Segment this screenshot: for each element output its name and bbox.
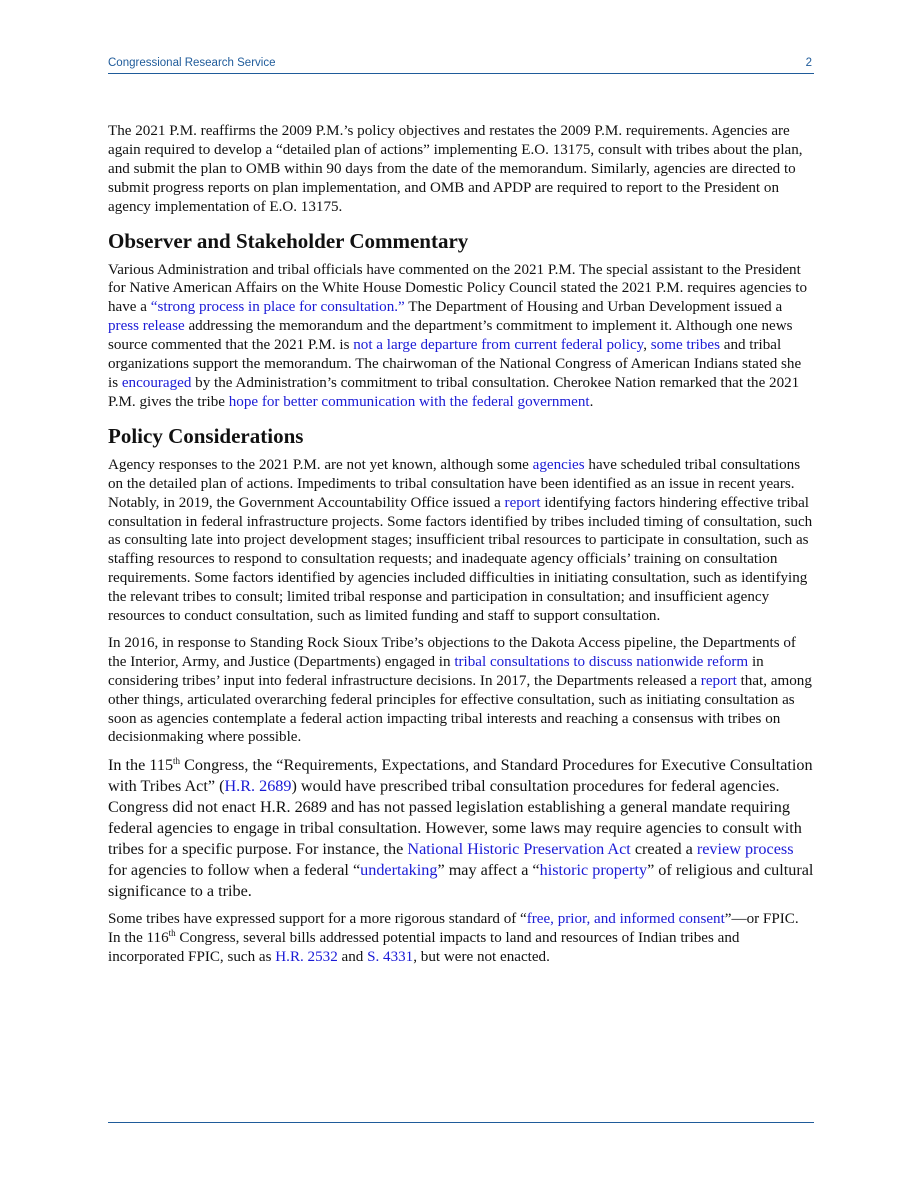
paragraph-commentary: Various Administration and tribal officials have commented on the 2021 P.M. The special assistant to the President for Native American Affairs on the White House Domestic Policy Council stated the 2021 P.M. requires agencies to have a “strong process in place for consultation.” The Department of Housing and Urban Development issued a press release addressing the memorandum and the department’s commitment to implement it. Although one news source commented that the 2021 P.M. is not a large departure from current federal policy, some tribes and tribal organizations support the memorandum. The chairwoman of the National Congress of American Indians stated she is encouraged by the Administration’s commitment to tribal consultation. Cherokee Nation remarked that the 2021 P.M. gives the tribe hope for better communication with the federal government.: [108, 261, 808, 410]
document-body: [108, 122, 814, 975]
link-review-process[interactable]: review process: [696, 840, 794, 859]
paragraph-2016-consultations: In 2016, in response to Standing Rock Sioux Tribe’s objections to the Dakota Access pipeline, the Departments of the Interior, Army, and Justice (Departments) engaged in tribal consultations to discuss nationwide reform in considering tribes’ input into federal infrastructure decisions. In 2017, the Departments released a report that, among other things, articulated overarching federal principles for effective consultation, such as initiating consultation as soon as agencies contemplate a federal action impacting tribal interests and reaching a consensus with tribes on decisionmaking where possible.: [108, 634, 812, 746]
paragraph-115th-congress: In the 115th Congress, the “Requirements, Expectations, and Standard Procedures for Executive Consultation with Tribes Act” (H.R. 2689) would have prescribed tribal consultation procedures for federal agencies. Congress did not enact H.R. 2689 and has not passed legislation establishing a general mandate requiring federal agencies to engage in tribal consultation. However, some laws may require agencies to consult with tribes for a specific purpose. For instance, the National Historic Preservation Act created a review process for agencies to follow when a federal “undertaking” may affect a “historic property” of religious and cultural significance to a tribe.: [108, 756, 814, 901]
heading-policy-considerations: Policy Considerations: [108, 423, 304, 448]
link-some-tribes[interactable]: some tribes: [650, 337, 720, 354]
link-departments-report[interactable]: report: [700, 672, 737, 689]
link-strong-process[interactable]: “strong process in place for consultation.”: [150, 299, 405, 316]
link-hr-2689[interactable]: H.R. 2689: [224, 777, 292, 796]
paragraph-agency-responses: Agency responses to the 2021 P.M. are not yet known, although some agencies have scheduled tribal consultations on the detailed plan of actions. Impediments to tribal consultation have been identified as an issue in recent years. Notably, in 2019, the Government Accountability Office issued a report identifying factors hindering effective tribal consultation in federal infrastructure projects. Some factors identified by tribes included timing of consultation, such as consulting late into project development stages; insufficient tribal resources to participate in consultation, such as staffing resources to respond to consultation requests; and inadequate agency officials’ training on consultation requirements. Some factors identified by agencies included difficulties in initiating consultation, such as identifying the relevant tribes to consult; limited tribal response and participation in consultation; and insufficient agency resources to conduct consultation, such as limited funding and staff to support consultation.: [108, 456, 813, 625]
link-s-4331[interactable]: S. 4331: [367, 949, 414, 966]
page-number: 2: [805, 57, 812, 69]
paragraph-fpic: Some tribes have expressed support for a more rigorous standard of “free, prior, and informed consent”—or FPIC. In the 116th Congress, several bills addressed potential impacts to land and resources of Indian tribes and incorporated FPIC, such as H.R. 2532 and S. 4331, but were not enacted.: [108, 911, 799, 966]
paragraph-2021-pm: The 2021 P.M. reaffirms the 2009 P.M.’s policy objectives and restates the 2009 P.M. requirements. Agencies are again required to develop a “detailed plan of actions” implementing E.O. 13175, consult with tribes about the plan, and submit the plan to OMB within 90 days from the date of the memorandum. Similarly, agencies are directed to submit progress reports on plan implementation, and OMB and APDP are required to report to the President on agency implementation of E.O. 13175.: [108, 123, 803, 215]
link-encouraged[interactable]: encouraged: [121, 374, 192, 391]
footer-divider: [108, 1122, 814, 1123]
header-source: Congressional Research Service: [108, 57, 276, 69]
page-header: [108, 57, 814, 74]
link-undertaking[interactable]: undertaking: [360, 861, 438, 880]
link-not-large-departure[interactable]: not a large departure from current federal policy: [353, 337, 644, 354]
link-agencies[interactable]: agencies: [532, 456, 585, 473]
heading-observer-commentary: Observer and Stakeholder Commentary: [108, 228, 469, 253]
link-gao-report[interactable]: report: [504, 494, 541, 511]
link-fpic[interactable]: free, prior, and informed consent: [526, 911, 725, 928]
link-historic-property[interactable]: historic property: [539, 861, 648, 880]
link-nhpa[interactable]: National Historic Preservation Act: [407, 840, 631, 859]
link-press-release[interactable]: press release: [108, 318, 185, 335]
link-hope-better-communication[interactable]: hope for better communication with the federal government: [228, 393, 590, 410]
link-hr-2532[interactable]: H.R. 2532: [275, 949, 338, 966]
link-tribal-consultations-reform[interactable]: tribal consultations to discuss nationwide reform: [454, 653, 749, 670]
